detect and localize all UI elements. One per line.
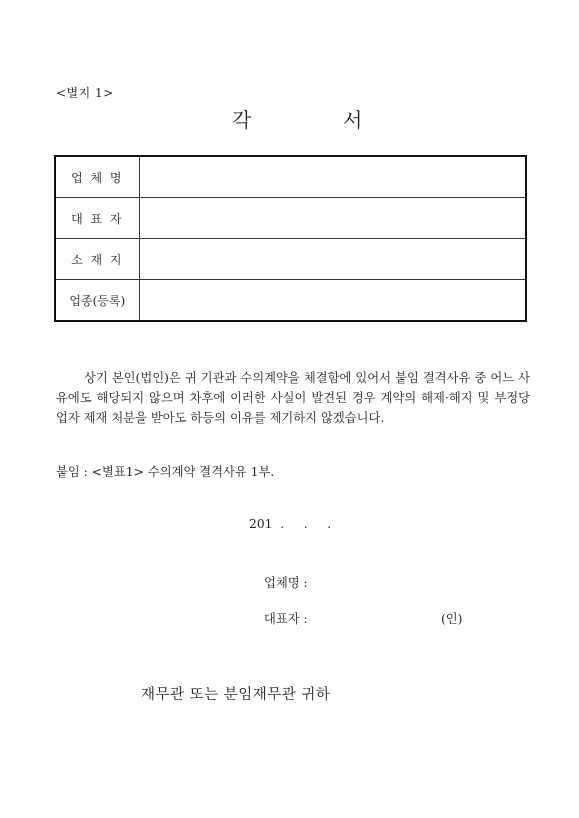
table-row	[55, 239, 526, 280]
table-row	[55, 156, 526, 198]
address-field[interactable]	[139, 239, 526, 280]
company-name-field[interactable]	[139, 156, 526, 198]
attachment-label: <별지 1>	[56, 86, 114, 100]
document-title-char-1: 각	[232, 108, 252, 132]
representative-signature-label: 대표자 :	[264, 612, 308, 626]
business-type-label: 업종(등록)	[55, 280, 139, 322]
document-title-char-2: 서	[343, 108, 363, 132]
recipient-line: 재무관 또는 분임재무관 귀하	[141, 687, 331, 703]
representative-label: 대 표 자	[55, 198, 139, 239]
company-signature-label: 업체명 :	[264, 576, 308, 590]
table-row	[55, 198, 526, 239]
representative-field[interactable]	[139, 198, 526, 239]
address-label: 소 재 지	[55, 239, 139, 280]
company-name-label: 업 체 명	[55, 156, 139, 198]
pledge-body-text: 상기 본인(법인)은 귀 기관과 수의계약을 체결함에 있어서 붙임 결격사유 중 어느 사유에도 해당되지 않으며 차후에 이러한 사실이 발견된 경우 계약의 해제·해지 및 부정당업자 제재 처분을 받아도 하등의 이유를 제기하지 않겠습니다.	[56, 371, 530, 425]
date-line: 201 . . .	[249, 517, 332, 531]
business-type-field[interactable]	[139, 280, 526, 322]
document-title	[0, 104, 579, 134]
company-info-table	[54, 155, 527, 322]
attachment-line: 붙임 : <별표1> 수의계약 결격사유 1부.	[56, 465, 275, 479]
table-row	[55, 280, 526, 322]
seal-mark: (인)	[441, 612, 463, 626]
